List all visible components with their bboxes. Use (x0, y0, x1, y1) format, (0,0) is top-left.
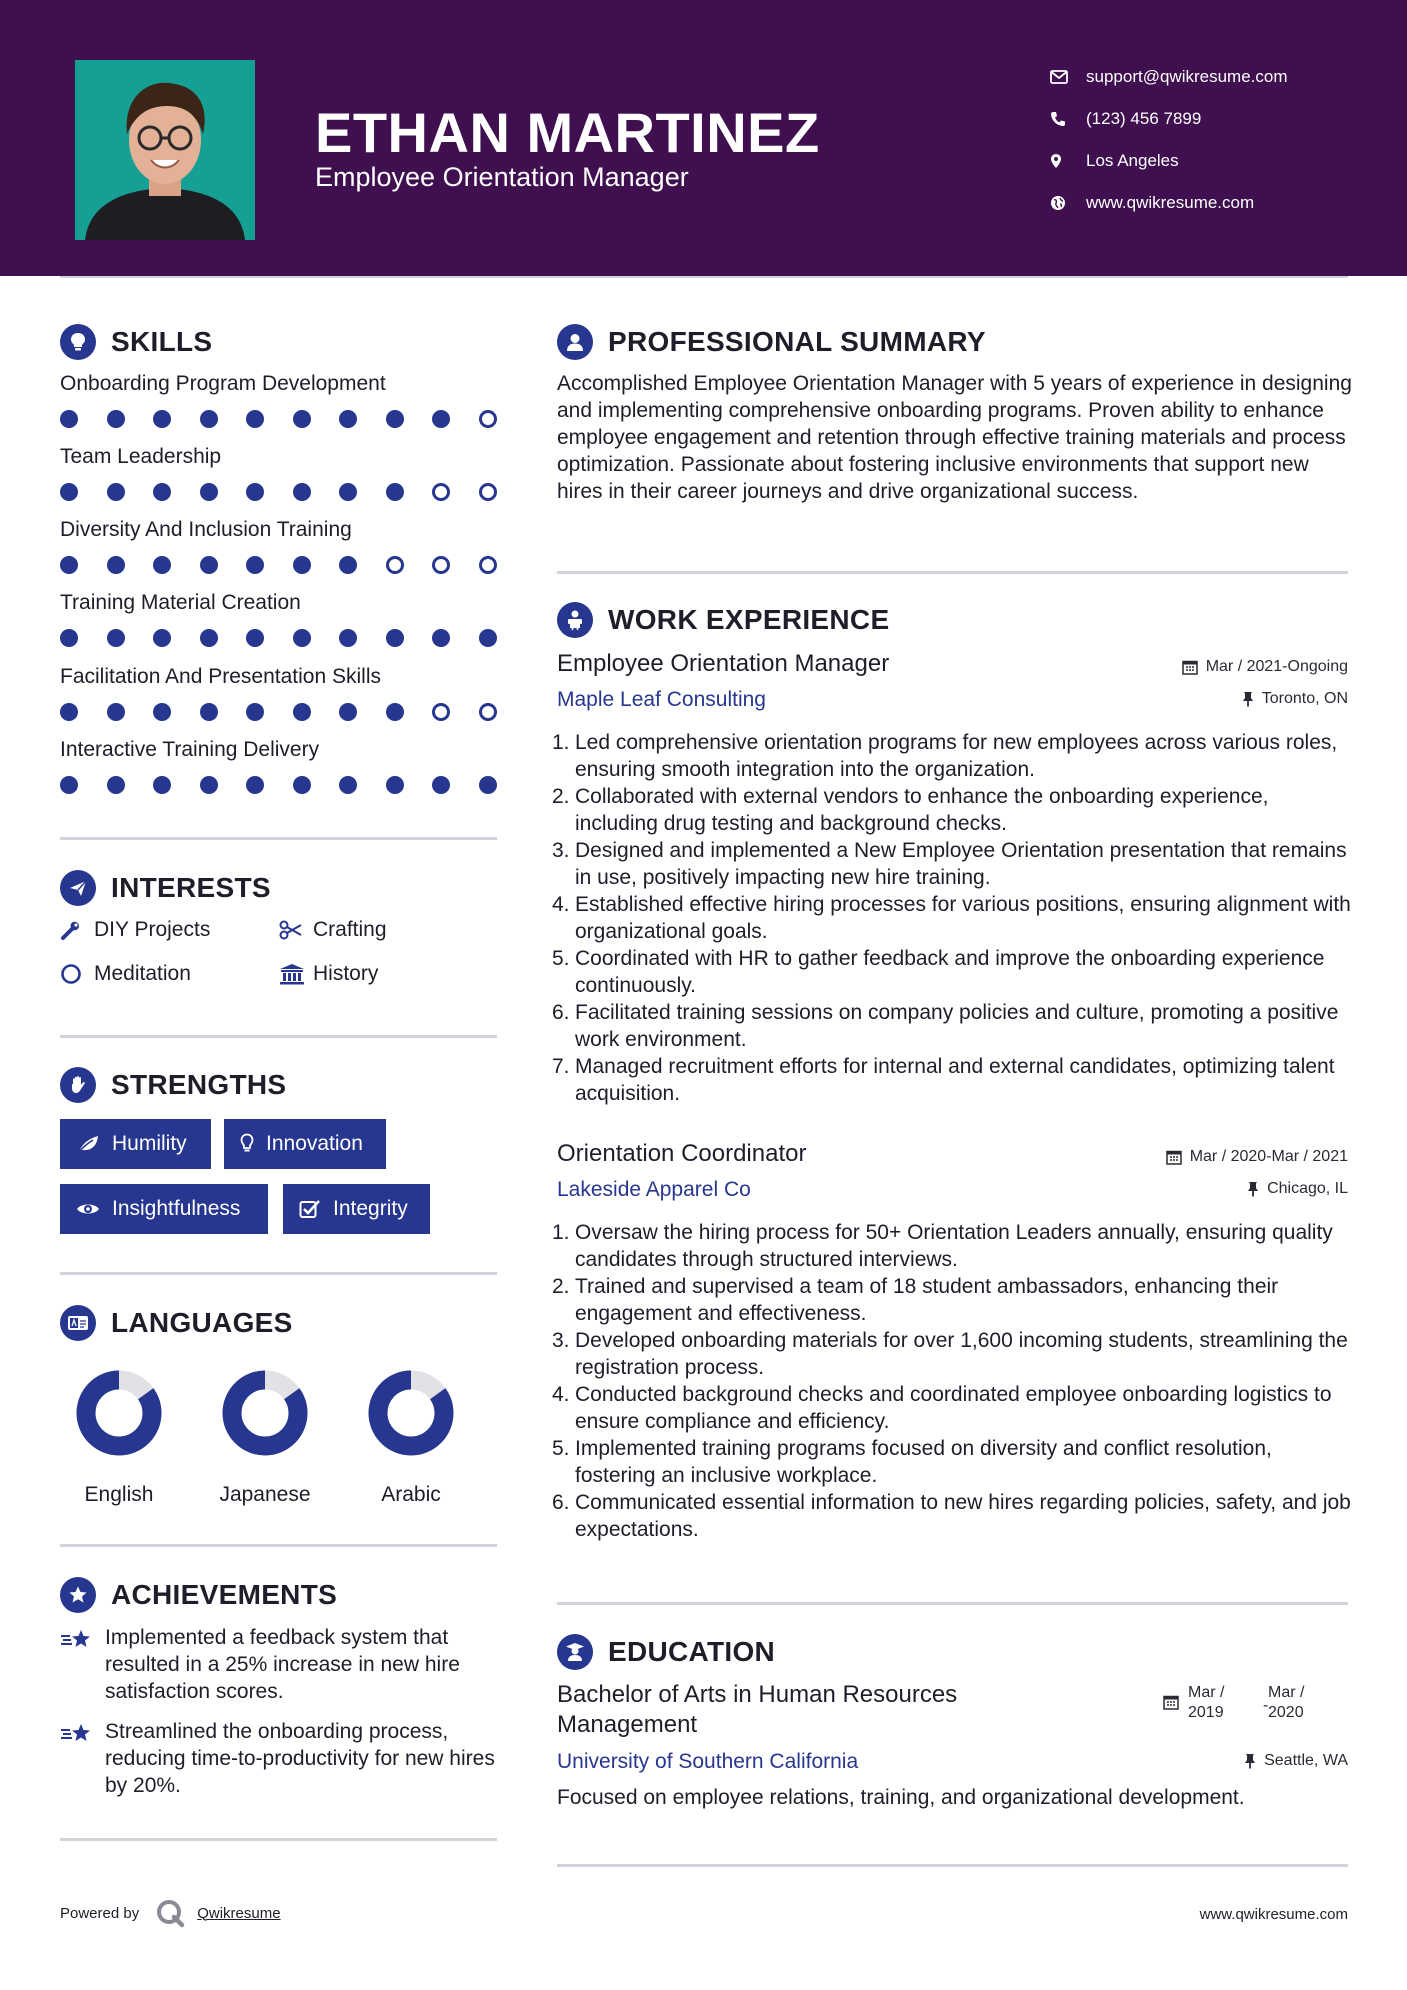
wrench-icon (60, 919, 94, 941)
job-company: Lakeside Apparel Co (557, 1178, 751, 1201)
achievements-title: ACHIEVEMENTS (111, 1579, 338, 1610)
skill-name: Onboarding Program Development (60, 372, 386, 395)
bullet-item: 6. Facilitated training sessions on company policies and culture, promoting a positive work environment. (552, 1001, 1339, 1051)
languages-heading (60, 1305, 293, 1341)
contact-email-text: support@qwikresume.com (1086, 67, 1288, 86)
rating-dot-filled (246, 703, 264, 721)
rating-dot-filled (293, 776, 311, 794)
strength-badge (283, 1184, 430, 1234)
calendar-icon (1166, 1149, 1182, 1165)
skill-name: Team Leadership (60, 445, 222, 468)
job-title: Orientation Coordinator (557, 1140, 807, 1167)
achievements-heading (60, 1577, 337, 1613)
lightbulb-icon (240, 1133, 254, 1155)
profile-photo (75, 60, 255, 240)
education-heading (557, 1634, 775, 1670)
scissors-icon (279, 920, 313, 940)
shooting-star-icon (60, 1718, 105, 1799)
rating-dot-empty (432, 483, 450, 501)
rating-dot-empty (479, 483, 497, 501)
contact-list (1050, 56, 1288, 224)
rating-dot-filled (246, 483, 264, 501)
rating-dot-filled (293, 410, 311, 428)
phone-icon (1050, 111, 1086, 127)
skill-rating (60, 410, 500, 432)
languages-title: LANGUAGES (111, 1307, 293, 1338)
strength-badge (60, 1184, 268, 1234)
skill-item (60, 372, 500, 432)
strength-text: Innovation (266, 1132, 363, 1155)
interest-text: Crafting (313, 918, 387, 941)
envelope-icon (1050, 70, 1086, 84)
rating-dot-filled (246, 410, 264, 428)
rating-dot-empty (432, 703, 450, 721)
rating-dot-filled (60, 629, 78, 647)
contact-website-text: www.qwikresume.com (1086, 193, 1255, 212)
shooting-star-icon (60, 1624, 105, 1705)
hand-icon (60, 1067, 96, 1103)
language-name: English (84, 1483, 154, 1506)
strength-badge (60, 1119, 211, 1169)
job-bullets (552, 729, 1357, 1107)
rating-dot-filled (386, 776, 404, 794)
rating-dot-filled (339, 483, 357, 501)
language-proficiency-ring (368, 1370, 454, 1456)
rating-dot-filled (107, 703, 125, 721)
pushpin-icon (1244, 1753, 1256, 1769)
interest-text: DIY Projects (94, 918, 211, 941)
bullet-item: 4. Conducted background checks and coordinated employee onboarding logistics to ensure compliance and efficiency. (552, 1383, 1332, 1433)
paper-plane-icon (60, 870, 96, 906)
rating-dot-filled (153, 629, 171, 647)
rating-dot-filled (386, 629, 404, 647)
star-badge-icon (60, 1577, 96, 1613)
museum-icon (279, 963, 313, 985)
bullet-item: 1. Led comprehensive orientation programs for new employees across various roles, ensuring smooth integration into the organization. (552, 731, 1338, 781)
qwikresume-logo-icon (155, 1898, 185, 1928)
skill-item (60, 665, 500, 725)
language-name: Arabic (381, 1483, 441, 1506)
skills-heading (60, 324, 212, 360)
rating-dot-filled (339, 556, 357, 574)
leaf-icon (76, 1134, 100, 1154)
skill-name: Facilitation And Presentation Skills (60, 665, 381, 688)
map-pin-icon (1050, 153, 1086, 169)
pushpin-icon (1242, 691, 1254, 707)
powered-by-text: Powered by (60, 1904, 140, 1922)
contact-website[interactable] (1050, 182, 1288, 224)
job-dates (1182, 658, 1348, 676)
language-item (346, 1370, 476, 1507)
rating-dot-filled (60, 776, 78, 794)
rating-dot-filled (200, 483, 218, 501)
resume-header (0, 0, 1407, 276)
education-location-text: Seattle, WA (1264, 1752, 1348, 1769)
rating-dot-filled (107, 556, 125, 574)
speaker-icon (557, 602, 593, 638)
checkbox-icon (299, 1199, 321, 1219)
rating-dot-filled (386, 703, 404, 721)
interest-item (279, 918, 387, 942)
summary-text: Accomplished Employee Orientation Manager with 5 years of experience in designing and implementing comprehensive onboarding programs. Proven ability to enhance employee engagement and retention through effective training materials and process optimization. Passionate about fostering inclusive environments that support new hires in their career journeys and drive organizational success. (557, 372, 1352, 503)
rating-dot-filled (293, 483, 311, 501)
rating-dot-filled (479, 776, 497, 794)
strength-text: Humility (112, 1132, 187, 1155)
rating-dot-filled (386, 410, 404, 428)
experience-heading (557, 602, 889, 638)
summary-heading (557, 324, 986, 360)
interests-heading (60, 870, 271, 906)
contact-phone[interactable] (1050, 98, 1288, 140)
rating-dot-filled (293, 629, 311, 647)
skill-name: Interactive Training Delivery (60, 738, 320, 761)
strength-text: Integrity (333, 1197, 408, 1220)
rating-dot-filled (339, 703, 357, 721)
language-proficiency-ring (222, 1370, 308, 1456)
rating-dot-filled (432, 629, 450, 647)
skill-rating (60, 703, 500, 725)
rating-dot-filled (339, 776, 357, 794)
eye-icon (76, 1201, 100, 1217)
contact-location (1050, 140, 1288, 182)
section-divider (60, 1272, 497, 1275)
header-divider (60, 276, 1348, 278)
skill-item (60, 738, 500, 798)
rating-dot-filled (246, 629, 264, 647)
experience-title: WORK EXPERIENCE (608, 604, 890, 635)
language-item (200, 1370, 330, 1507)
interest-item (60, 918, 210, 942)
job-location (1247, 1180, 1348, 1198)
interest-item (279, 962, 378, 986)
bullet-item: 6. Communicated essential information to new hires regarding policies, safety, and job expectations. (552, 1491, 1351, 1541)
bullet-item: 2. Trained and supervised a team of 18 student ambassadors, enhancing their engagement and effectiveness. (552, 1275, 1279, 1325)
bullet-item: 2. Collaborated with external vendors to enhance the onboarding experience, including drug testing and background checks. (552, 785, 1269, 835)
calendar-icon (1182, 659, 1198, 675)
education-end-date: Mar / 2020 (1268, 1684, 1305, 1721)
rating-dot-empty (386, 556, 404, 574)
language-proficiency-ring (76, 1370, 162, 1456)
contact-phone-text: (123) 456 7899 (1086, 109, 1202, 128)
summary-title: PROFESSIONAL SUMMARY (608, 326, 986, 357)
rating-dot-filled (200, 776, 218, 794)
candidate-name: ETHAN MARTINEZ (315, 101, 820, 164)
section-divider (557, 1602, 1348, 1605)
candidate-title: Employee Orientation Manager (315, 162, 689, 192)
rating-dot-filled (107, 410, 125, 428)
contact-email[interactable] (1050, 56, 1288, 98)
contact-location-text: Los Angeles (1086, 151, 1179, 170)
graduate-icon (557, 1634, 593, 1670)
language-name: Japanese (219, 1483, 311, 1506)
skill-rating (60, 483, 500, 505)
job-dates (1166, 1148, 1348, 1166)
circle-icon (60, 963, 94, 985)
rating-dot-filled (107, 483, 125, 501)
bullet-item: 5. Implemented training programs focused on diversity and conflict resolution, fostering an inclusive workplace. (552, 1437, 1272, 1487)
language-item (54, 1370, 184, 1507)
lightbulb-icon (60, 324, 96, 360)
strengths-heading (60, 1067, 286, 1103)
rating-dot-filled (60, 410, 78, 428)
bullet-item: 4. Established effective hiring processes for various positions, ensuring alignment with organizational goals. (552, 893, 1351, 943)
education-start-date: Mar / 2019 (1188, 1684, 1225, 1721)
rating-dot-filled (432, 776, 450, 794)
rating-dot-filled (246, 556, 264, 574)
skill-name: Training Material Creation (60, 591, 301, 614)
job-company: Maple Leaf Consulting (557, 688, 766, 711)
section-divider (557, 571, 1348, 574)
job-dates-text: Mar / 2021-Ongoing (1205, 658, 1348, 675)
rating-dot-filled (153, 776, 171, 794)
school-name: University of Southern California (557, 1750, 859, 1773)
rating-dot-empty (432, 556, 450, 574)
rating-dot-filled (293, 703, 311, 721)
bullet-item: 7. Managed recruitment efforts for internal and external candidates, optimizing talent acquisition. (552, 1055, 1335, 1105)
rating-dot-filled (200, 629, 218, 647)
achievement-text: Streamlined the onboarding process, reducing time-to-productivity for new hires by 20%. (105, 1720, 495, 1797)
education-title: EDUCATION (608, 1636, 776, 1667)
job-location-text: Toronto, ON (1261, 690, 1348, 707)
rating-dot-filled (339, 410, 357, 428)
rating-dot-filled (60, 703, 78, 721)
rating-dot-filled (60, 556, 78, 574)
rating-dot-filled (386, 483, 404, 501)
rating-dot-filled (200, 703, 218, 721)
bullet-item: 1. Oversaw the hiring process for 50+ Orientation Leaders annually, ensuring quality candidates through structured interviews. (552, 1221, 1333, 1271)
calendar-icon (1163, 1694, 1179, 1715)
user-icon (557, 324, 593, 360)
skill-rating (60, 556, 500, 578)
rating-dot-filled (107, 776, 125, 794)
section-divider (60, 1544, 497, 1547)
skill-rating (60, 629, 500, 651)
job-location-text: Chicago, IL (1267, 1180, 1348, 1197)
qwikresume-link[interactable]: Qwikresume (197, 1904, 281, 1922)
skill-item (60, 445, 500, 505)
rating-dot-empty (479, 556, 497, 574)
education-location (1244, 1752, 1348, 1770)
strength-text: Insightfulness (112, 1197, 241, 1220)
rating-dot-filled (200, 556, 218, 574)
education-description: Focused on employee relations, training, and organizational development. (557, 1786, 1245, 1809)
rating-dot-filled (479, 629, 497, 647)
rating-dot-filled (293, 556, 311, 574)
rating-dot-filled (60, 483, 78, 501)
section-divider (557, 1864, 1348, 1867)
interest-text: Meditation (94, 962, 191, 985)
rating-dot-filled (153, 703, 171, 721)
achievement-item (60, 1718, 500, 1799)
bullet-item: 3. Designed and implemented a New Employee Orientation presentation that remains in use, positively impacting new hire training. (552, 839, 1347, 889)
section-divider (60, 1838, 497, 1841)
strengths-title: STRENGTHS (111, 1069, 287, 1100)
strength-badge (224, 1119, 386, 1169)
rating-dot-filled (107, 629, 125, 647)
job-bullets (552, 1219, 1357, 1543)
job-dates-text: Mar / 2020-Mar / 2021 (1189, 1148, 1348, 1165)
section-divider (60, 837, 497, 840)
rating-dot-filled (432, 410, 450, 428)
achievement-text: Implemented a feedback system that resulted in a 25% increase in new hire satisfaction scores. (105, 1626, 460, 1703)
skill-item (60, 518, 500, 578)
skill-item (60, 591, 500, 651)
footer-website[interactable]: www.qwikresume.com (1199, 1906, 1348, 1923)
rating-dot-empty (479, 410, 497, 428)
rating-dot-filled (339, 629, 357, 647)
rating-dot-filled (153, 483, 171, 501)
interest-text: History (313, 962, 379, 985)
interests-title: INTERESTS (111, 872, 271, 903)
job-location (1242, 690, 1348, 708)
rating-dot-filled (246, 776, 264, 794)
language-card-icon (60, 1305, 96, 1341)
skill-rating (60, 776, 500, 798)
rating-dot-empty (479, 703, 497, 721)
globe-icon (1050, 195, 1086, 211)
bullet-item: 3. Developed onboarding materials for over 1,600 incoming students, streamlining the registration process. (552, 1329, 1348, 1379)
education-date-separator: - (1263, 1697, 1269, 1714)
skills-title: SKILLS (111, 326, 213, 357)
section-divider (60, 1035, 497, 1038)
footer-powered-by (60, 1898, 281, 1928)
rating-dot-filled (200, 410, 218, 428)
achievement-item (60, 1624, 500, 1705)
bullet-item: 5. Coordinated with HR to gather feedback and improve the onboarding experience continuously. (552, 947, 1325, 997)
interest-item (60, 962, 191, 986)
pushpin-icon (1247, 1181, 1259, 1197)
rating-dot-filled (153, 410, 171, 428)
job-title: Employee Orientation Manager (557, 650, 890, 677)
skill-name: Diversity And Inclusion Training (60, 518, 352, 541)
degree-title: Bachelor of Arts in Human Resources Management (557, 1681, 958, 1738)
rating-dot-filled (153, 556, 171, 574)
